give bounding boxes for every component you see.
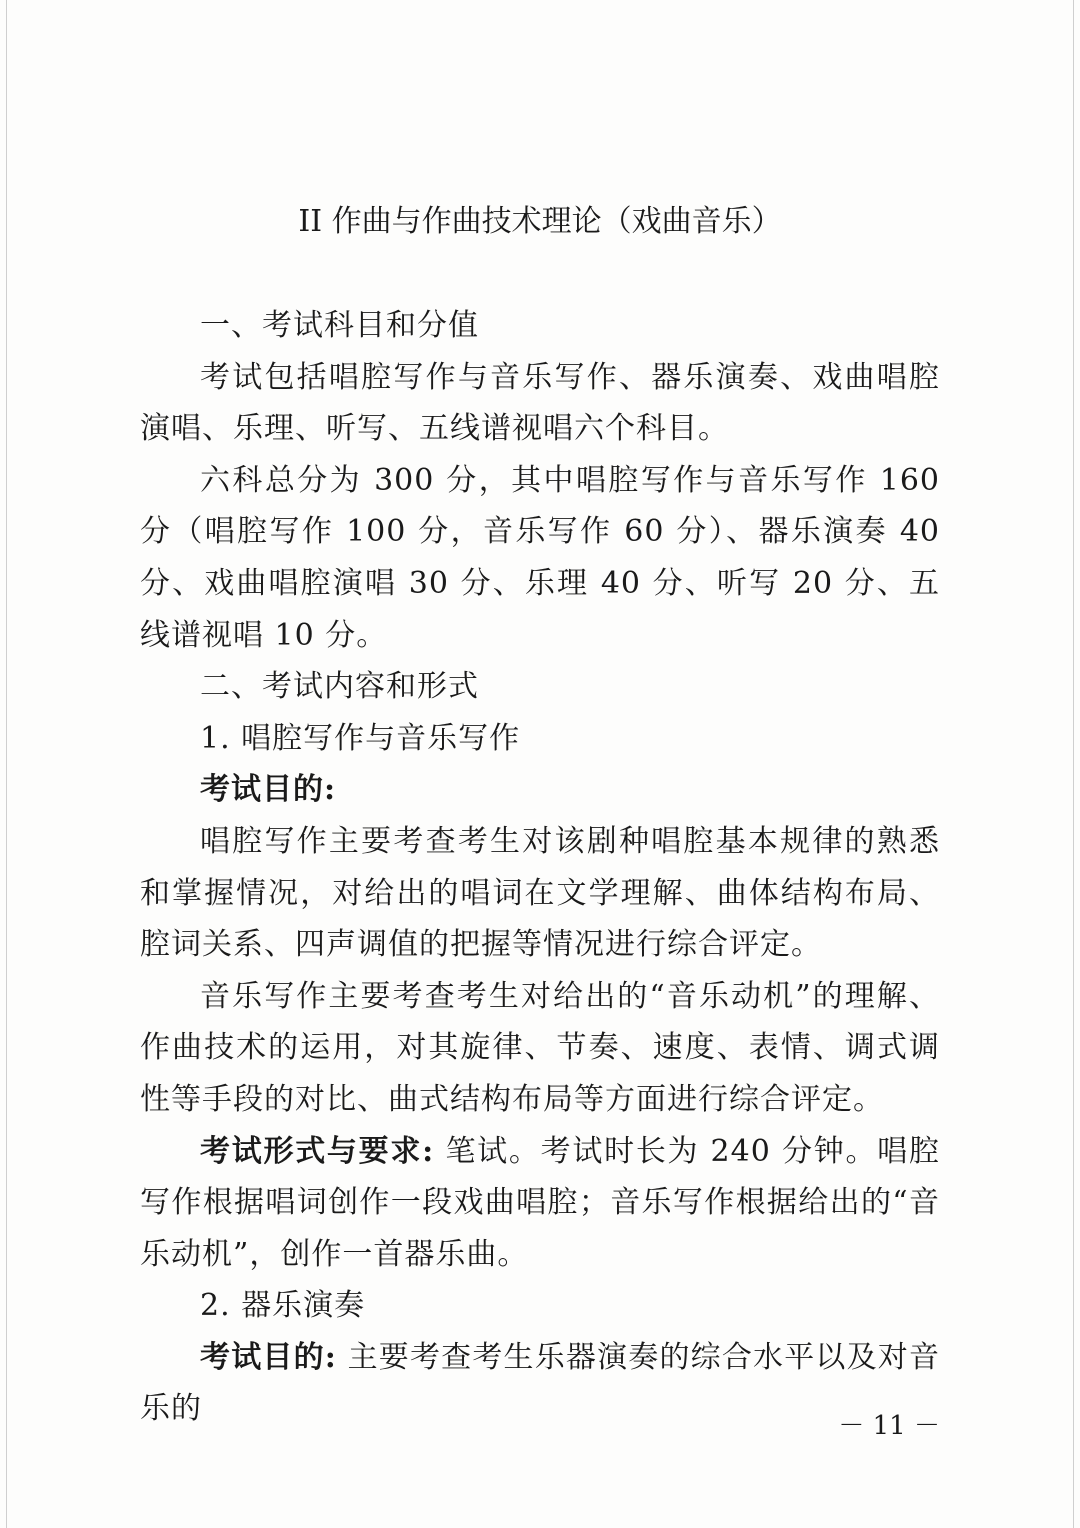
page-number: － 11 － bbox=[838, 1411, 940, 1441]
item-1-purpose-label: 考试目的: bbox=[200, 772, 337, 808]
item-1-form-paragraph bbox=[140, 1126, 940, 1281]
item-1-form-text: 笔试。考试时长为 240 分钟。唱腔写作根据唱词创作一段戏曲唱腔；音乐写作根据给出的“音乐动机”，创作一首器乐曲。 bbox=[140, 1133, 940, 1272]
section-1-heading: 一、考试科目和分值 bbox=[200, 308, 479, 343]
item-1-heading: 1. 唱腔写作与音乐写作 bbox=[200, 720, 521, 756]
section-2-heading: 二、考试内容和形式 bbox=[200, 669, 479, 705]
item-2-purpose-label: 考试目的: bbox=[200, 1339, 337, 1375]
document-title: II 作曲与作曲技术理论（戏曲音乐） bbox=[298, 204, 782, 239]
item-1-form-label: 考试形式与要求: bbox=[200, 1133, 435, 1169]
section-1-paragraph-2: 六科总分为 300 分，其中唱腔写作与音乐写作 160 分（唱腔写作 100 分，音乐写作 60 分）、器乐演奏 40 分、戏曲唱腔演唱 30 分、乐理 40 分、听写 20 分、五线谱视唱 10 分。 bbox=[140, 462, 940, 653]
section-1-paragraph-1: 考试包括唱腔写作与音乐写作、器乐演奏、戏曲唱腔演唱、乐理、听写、五线谱视唱六个科目。 bbox=[140, 359, 940, 447]
item-1-purpose-line bbox=[140, 764, 940, 816]
item-1-paragraph-1: 唱腔写作主要考查考生对该剧种唱腔基本规律的熟悉和掌握情况，对给出的唱词在文学理解、曲体结构布局、腔词关系、四声调值的把握等情况进行综合评定。 bbox=[140, 823, 940, 963]
item-2-heading: 2. 器乐演奏 bbox=[200, 1288, 366, 1324]
document-body bbox=[140, 300, 940, 1435]
page-edge-left bbox=[6, 0, 7, 1528]
item-2-purpose-text: 主要考查考生乐器演奏的综合水平以及对音乐的 bbox=[140, 1339, 940, 1427]
item-1-paragraph-2: 音乐写作主要考查考生对给出的“音乐动机”的理解、作曲技术的运用，对其旋律、节奏、速度、表情、调式调性等手段的对比、曲式结构布局等方面进行综合评定。 bbox=[140, 978, 940, 1117]
item-2-purpose-paragraph bbox=[140, 1332, 940, 1435]
page-edge-right bbox=[1073, 0, 1074, 1528]
